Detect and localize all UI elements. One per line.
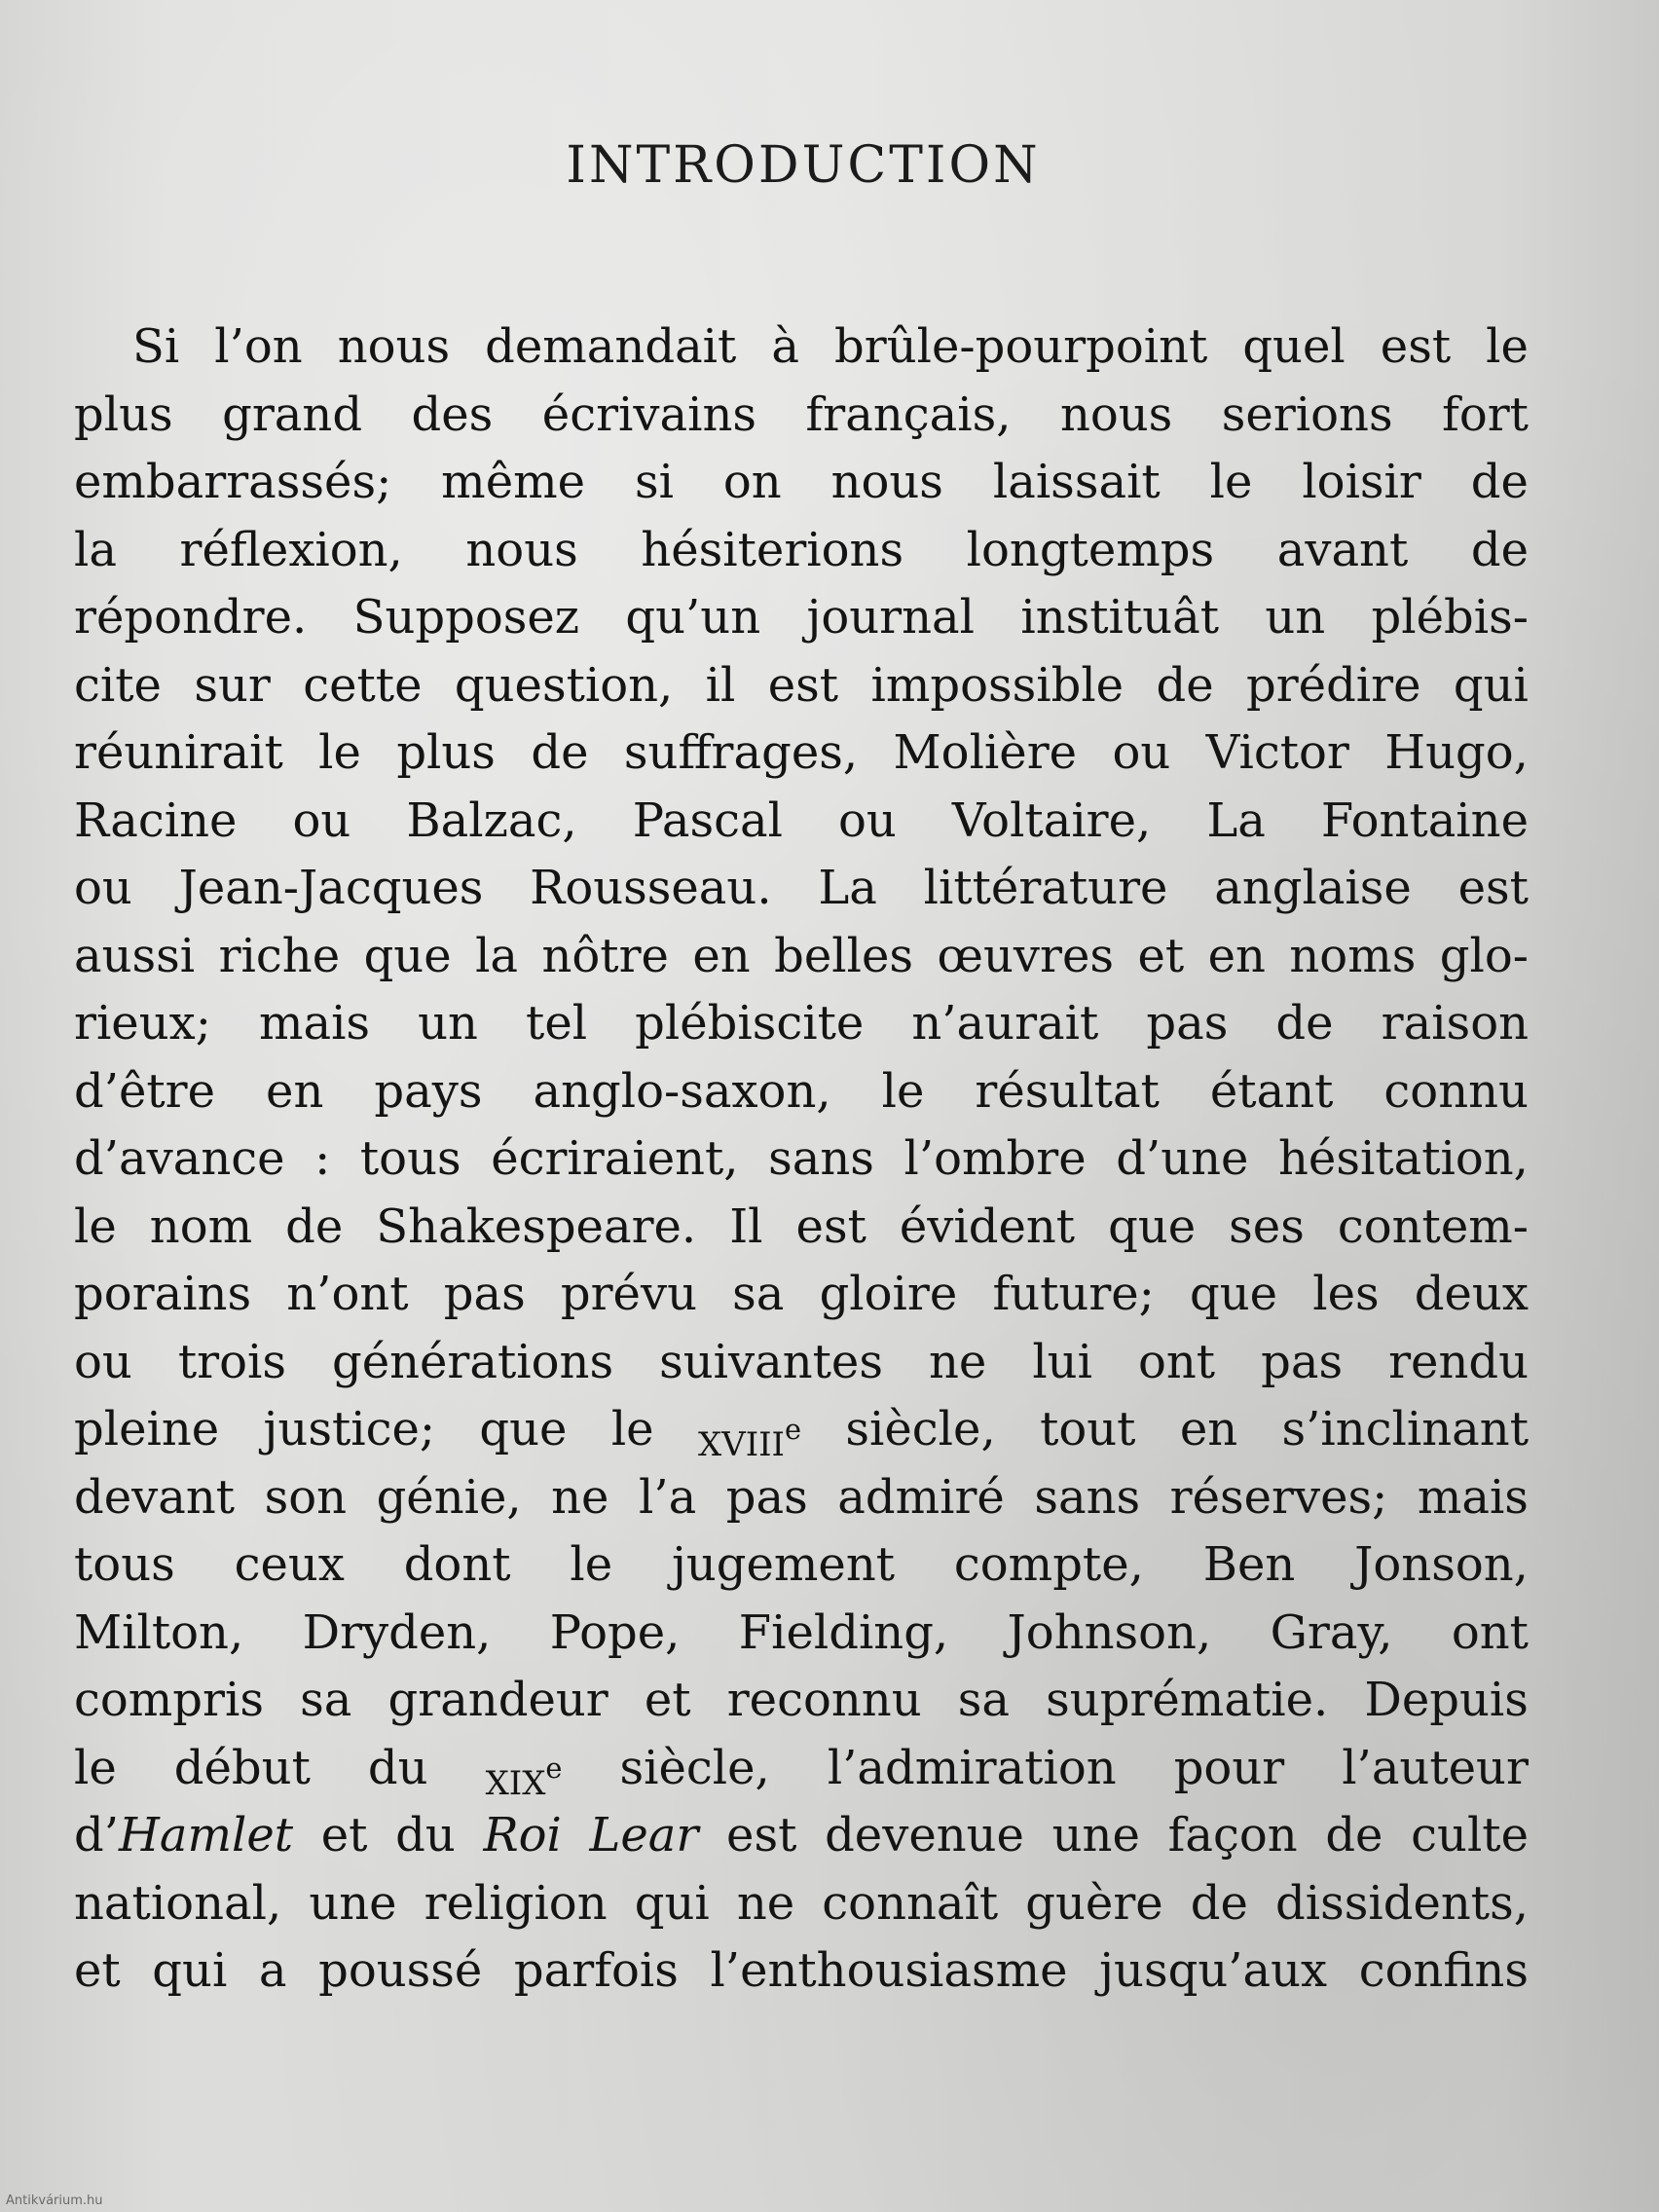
word: d’une: [1116, 1131, 1249, 1186]
word: belles: [774, 928, 914, 983]
word: sans: [768, 1131, 874, 1186]
word: que: [1190, 1267, 1278, 1321]
word: est: [795, 1198, 866, 1254]
word: Victor: [1205, 725, 1349, 780]
word: étant: [1209, 1063, 1334, 1119]
word: plus: [74, 387, 173, 442]
word: est: [767, 657, 839, 713]
text-line: [74, 517, 1529, 585]
word: même: [441, 455, 586, 509]
word: pleine: [74, 1402, 220, 1456]
word: La: [818, 861, 877, 915]
word: est: [1457, 861, 1529, 915]
word: mais: [258, 996, 371, 1051]
word: Rousseau.: [530, 861, 772, 915]
word: de: [1156, 657, 1214, 713]
word: prévu: [560, 1267, 697, 1321]
word: compte,: [953, 1537, 1144, 1592]
text-line: [74, 1058, 1529, 1126]
text-line: [74, 1802, 1529, 1870]
word: est: [1380, 319, 1452, 374]
word: anglo-saxon,: [533, 1063, 831, 1119]
word: résultat: [975, 1063, 1160, 1119]
word: parfois: [513, 1943, 679, 1998]
word: plus: [396, 725, 496, 780]
word: pays: [374, 1063, 483, 1119]
word: grandeur: [387, 1673, 608, 1727]
word: demandait: [485, 319, 737, 374]
word: la: [475, 928, 519, 983]
word: en: [1179, 1402, 1238, 1456]
word: évident: [899, 1198, 1076, 1254]
word: deux: [1414, 1267, 1529, 1321]
word: a: [258, 1943, 287, 1998]
word: jusqu’aux: [1099, 1943, 1328, 1998]
word: riche: [218, 928, 341, 983]
word: que: [1108, 1198, 1197, 1254]
word: ne: [928, 1334, 987, 1389]
word: justice;: [263, 1402, 436, 1456]
word: Fontaine: [1320, 793, 1529, 848]
word: et: [644, 1673, 691, 1727]
word: ceux: [234, 1537, 345, 1592]
text-line: [74, 923, 1529, 991]
word: Fielding,: [738, 1604, 949, 1660]
word: l’a: [638, 1469, 697, 1525]
word: tous: [359, 1131, 461, 1186]
word: réserves;: [1169, 1469, 1388, 1525]
word: Voltaire,: [951, 793, 1152, 848]
word: lui: [1032, 1334, 1092, 1389]
word: confins: [1358, 1943, 1529, 1998]
word: journal: [806, 590, 976, 645]
word: Hugo,: [1384, 725, 1529, 780]
word: pas: [725, 1469, 808, 1525]
word: avant: [1276, 522, 1409, 577]
word: de: [531, 725, 589, 780]
word: plébis-: [1371, 590, 1529, 645]
word: français,: [805, 387, 1012, 442]
word: cette: [303, 657, 423, 713]
word: ne: [551, 1469, 609, 1525]
text-line: [74, 449, 1529, 517]
word: xviii$^e$: [697, 1413, 802, 1467]
word: pas: [1261, 1334, 1344, 1389]
word: guère: [1025, 1875, 1163, 1931]
word: aussi: [74, 928, 196, 983]
word: des: [411, 387, 494, 442]
word: répondre.: [74, 590, 308, 645]
word: l’auteur: [1342, 1740, 1529, 1795]
word: le: [1209, 455, 1253, 509]
body-text: [74, 313, 1529, 2006]
word: tout: [1040, 1402, 1136, 1456]
word: siècle,: [845, 1402, 996, 1456]
word: l’admiration: [827, 1740, 1117, 1795]
word: l’on: [214, 319, 303, 374]
text-line: [74, 788, 1529, 856]
word: et: [1137, 928, 1185, 983]
text-line: [74, 652, 1529, 720]
word: Balzac,: [406, 793, 577, 848]
text-line: [74, 1464, 1529, 1532]
word: Ben: [1202, 1537, 1296, 1592]
word: n’ont: [286, 1267, 409, 1321]
word: de: [1470, 455, 1529, 509]
word: serions: [1221, 387, 1393, 442]
text-line: [74, 1735, 1529, 1806]
word: Pope,: [549, 1604, 681, 1660]
word: Pascal: [632, 793, 783, 848]
word: pas: [443, 1267, 526, 1321]
word: est: [726, 1808, 797, 1862]
word: mais: [1417, 1469, 1529, 1525]
word: on: [722, 455, 782, 509]
word: réflexion,: [179, 522, 403, 577]
word: génie,: [376, 1469, 522, 1525]
text-line: [74, 382, 1529, 450]
word: Racine: [74, 793, 238, 848]
watermark: Antikvárium.hu: [6, 2194, 103, 2208]
word: ou: [1112, 725, 1171, 780]
word: une: [309, 1875, 397, 1931]
word: porains: [74, 1267, 252, 1321]
word: d’Hamlet: [74, 1808, 294, 1862]
word: Jonson,: [1354, 1537, 1529, 1592]
word: culte: [1411, 1808, 1529, 1862]
word: si: [634, 455, 674, 509]
text-line: [74, 1194, 1529, 1262]
word: de: [285, 1198, 344, 1254]
word: d’être: [74, 1063, 216, 1119]
text-line: [74, 1531, 1529, 1600]
word: nous: [465, 522, 578, 577]
word: écriraient,: [491, 1131, 739, 1186]
text-line: [74, 1329, 1529, 1397]
text-line: [74, 1937, 1529, 2006]
word: sa: [300, 1673, 352, 1727]
word: ont: [1137, 1334, 1216, 1389]
word: ses: [1229, 1198, 1305, 1254]
word: hésitation,: [1278, 1131, 1529, 1186]
word: national,: [74, 1875, 282, 1931]
word: il: [705, 657, 736, 713]
word: qui: [1453, 657, 1529, 713]
word: sans: [1034, 1469, 1141, 1525]
text-line: [74, 1396, 1529, 1467]
word: contem-: [1337, 1198, 1529, 1254]
word: longtemps: [966, 522, 1215, 577]
word: la: [74, 522, 117, 577]
word: raison: [1381, 996, 1529, 1051]
word: Jean-Jacques: [178, 861, 484, 915]
word: pas: [1146, 996, 1229, 1051]
word: instituât: [1020, 590, 1220, 645]
word: en: [266, 1063, 324, 1119]
word: réunirait: [74, 725, 283, 780]
word: embarrassés;: [74, 455, 392, 509]
word: quel: [1242, 319, 1346, 374]
word: le: [610, 1402, 654, 1456]
word: et: [74, 1943, 121, 1998]
word: générations: [331, 1334, 614, 1389]
word: Lear: [589, 1808, 699, 1862]
word: écrivains: [541, 387, 756, 442]
word: cite: [74, 657, 162, 713]
word: sa: [732, 1267, 785, 1321]
word: noms: [1289, 928, 1417, 983]
word: suffrages,: [623, 725, 859, 780]
word: future;: [992, 1267, 1155, 1321]
word: du: [395, 1808, 456, 1862]
word: :: [314, 1131, 331, 1186]
word: du: [367, 1740, 428, 1795]
word: pour: [1173, 1740, 1285, 1795]
word: Supposez: [352, 590, 580, 645]
word: et: [320, 1808, 368, 1862]
text-line: [74, 1261, 1529, 1329]
word: impossible: [870, 657, 1124, 713]
word: ou: [838, 793, 897, 848]
word: le: [570, 1537, 613, 1592]
word: brûle-pourpoint: [834, 319, 1208, 374]
word: gloire: [819, 1267, 958, 1321]
word: loisir: [1302, 455, 1421, 509]
word: jugement: [671, 1537, 896, 1592]
word: suivantes: [659, 1334, 883, 1389]
word: hésiterions: [641, 522, 904, 577]
word: ont: [1451, 1604, 1529, 1660]
word: en: [1207, 928, 1266, 983]
word: le: [74, 1740, 117, 1795]
page-title: INTRODUCTION: [566, 136, 1041, 195]
word: anglaise: [1214, 861, 1412, 915]
word: nom: [149, 1198, 253, 1254]
word: Roi: [483, 1808, 562, 1862]
word: qui: [634, 1875, 710, 1931]
word: s’inclinant: [1281, 1402, 1529, 1456]
word: nous: [337, 319, 451, 374]
word: Molière: [893, 725, 1078, 780]
word: tous: [74, 1537, 175, 1592]
word: prédire: [1246, 657, 1421, 713]
word: Gray,: [1270, 1604, 1393, 1660]
text-line: [74, 1870, 1529, 1938]
word: de: [1190, 1875, 1248, 1931]
text-line: [74, 855, 1529, 923]
word: xix$^e$: [485, 1751, 563, 1806]
word: le: [881, 1063, 925, 1119]
word: un: [1265, 590, 1326, 645]
word: ou: [74, 1334, 132, 1389]
word: fort: [1442, 387, 1529, 442]
word: ou: [74, 861, 132, 915]
word: Depuis: [1364, 1673, 1529, 1727]
word: siècle,: [619, 1740, 770, 1795]
word: le: [74, 1198, 117, 1254]
word: que: [363, 928, 452, 983]
word: plébiscite: [635, 996, 865, 1051]
word: le: [318, 725, 361, 780]
word: tel: [526, 996, 588, 1051]
word: connaît: [822, 1875, 999, 1931]
word: littérature: [923, 861, 1168, 915]
word: nous: [1059, 387, 1173, 442]
word: ne: [736, 1875, 795, 1931]
word: que: [479, 1402, 568, 1456]
word: question,: [454, 657, 674, 713]
word: qui: [152, 1943, 228, 1998]
word: rieux;: [74, 996, 211, 1051]
word: glo-: [1439, 928, 1529, 983]
word: de: [1470, 522, 1529, 577]
word: sa: [957, 1673, 1011, 1727]
word: admiré: [837, 1469, 1005, 1525]
text-line: [74, 1600, 1529, 1668]
word: qu’un: [625, 590, 761, 645]
word: nôtre: [541, 928, 669, 983]
word: l’ombre: [903, 1131, 1087, 1186]
word: les: [1312, 1267, 1380, 1321]
word: ou: [292, 793, 351, 848]
word: dissidents,: [1275, 1875, 1529, 1931]
word: rendu: [1388, 1334, 1529, 1389]
word: de: [1325, 1808, 1383, 1862]
word: Johnson,: [1007, 1604, 1212, 1660]
word: Milton,: [74, 1604, 244, 1660]
word: nous: [830, 455, 943, 509]
word: laissait: [992, 455, 1161, 509]
word: trois: [177, 1334, 286, 1389]
word: religion: [424, 1875, 608, 1931]
word: sur: [194, 657, 271, 713]
word: connu: [1383, 1063, 1529, 1119]
word: le: [1486, 319, 1529, 374]
text-line: [74, 313, 1529, 382]
word: grand: [222, 387, 363, 442]
word: façon: [1167, 1808, 1298, 1862]
word: d’avance: [74, 1131, 285, 1186]
word: en: [692, 928, 751, 983]
word: Il: [729, 1198, 763, 1254]
text-line: [74, 719, 1529, 788]
word: reconnu: [726, 1673, 922, 1727]
word: Shakespeare.: [376, 1198, 697, 1254]
word: suprématie.: [1046, 1673, 1329, 1727]
word: un: [418, 996, 478, 1051]
text-line: [74, 1667, 1529, 1735]
word: dont: [403, 1537, 511, 1592]
word: une: [1051, 1808, 1140, 1862]
word: devant: [74, 1469, 236, 1525]
word: compris: [74, 1673, 264, 1727]
word: La: [1206, 793, 1266, 848]
word: œuvres: [937, 928, 1114, 983]
text-line: [74, 990, 1529, 1058]
word: Si: [132, 319, 180, 374]
word: à: [771, 319, 799, 374]
word: début: [173, 1740, 311, 1795]
text-line: [74, 1125, 1529, 1194]
word: n’aurait: [911, 996, 1099, 1051]
word: son: [264, 1469, 348, 1525]
word: poussé: [318, 1943, 483, 1998]
word: de: [1275, 996, 1334, 1051]
word: Dryden,: [302, 1604, 492, 1660]
text-line: [74, 584, 1529, 652]
word: devenue: [825, 1808, 1024, 1862]
word: l’enthousiasme: [710, 1943, 1068, 1998]
